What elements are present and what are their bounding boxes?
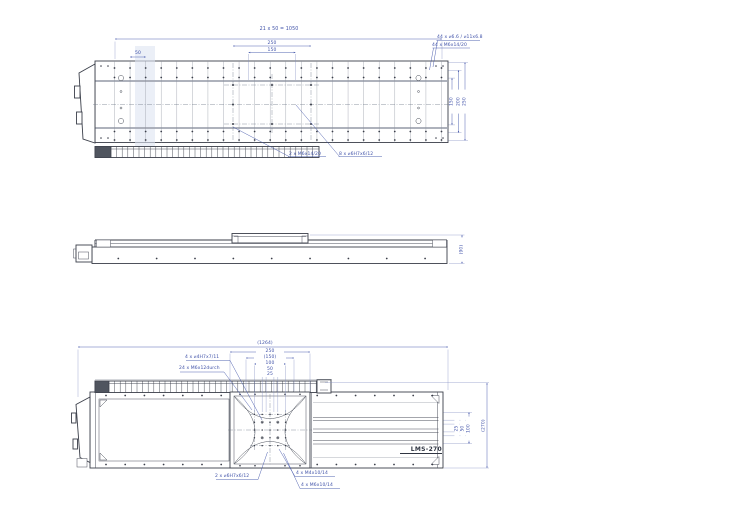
side-dim-height: (90) [459, 238, 464, 262]
bottom-note-threads-a: 4 x M4x10/14 [296, 470, 328, 476]
top-dim-250: 250 [267, 41, 277, 47]
bottom-dim-right-50: 50 [460, 416, 465, 440]
bottom-note-dowels-carriage: 4 x ⌀4H7x7/11 [185, 354, 220, 360]
bottom-note-threads-carriage: 24 x M6x12durch [179, 366, 220, 371]
top-dim-total: 21 x 50 = 1050 [259, 26, 299, 32]
top-dim-right-150: 150 [449, 90, 454, 114]
top-dim-right-250: 250 [462, 90, 467, 114]
bottom-note-dowels-bottom: 2 x ⌀6H7x6/12 [215, 473, 250, 479]
bottom-note-threads-b: 4 x M6x10/14 [301, 482, 333, 488]
top-dim-50: 50 [135, 50, 141, 56]
top-dim-right-200: 200 [456, 90, 461, 114]
top-dim-150: 150 [267, 47, 277, 53]
top-note-dowels-bottom: 8 x ⌀6H7x6/12 [339, 151, 374, 157]
bottom-dim-100: 100 [256, 361, 284, 366]
bottom-dim-50: 50 [258, 367, 282, 372]
model-label: LMS-270 [400, 447, 442, 455]
bottom-dim-overall-width: (270) [481, 414, 486, 438]
bottom-dim-25: 25 [258, 372, 282, 377]
bottom-dim-150: (150) [254, 355, 286, 360]
top-view [75, 39, 481, 158]
bottom-dim-right-25: 25 [454, 416, 459, 440]
top-note-threads: 44 x M6x14/20 [432, 42, 467, 48]
bottom-dim-total: (1264) [257, 340, 273, 346]
top-note-threads-bottom: 2 x M6x14/20 [289, 151, 321, 157]
bottom-dim-right-100: 100 [466, 416, 471, 440]
bottom-dim-250: 250 [256, 349, 284, 354]
side-view [74, 234, 465, 264]
top-note-holes: 44 x ⌀6.6 / ⌀11x6.8 [437, 34, 483, 40]
